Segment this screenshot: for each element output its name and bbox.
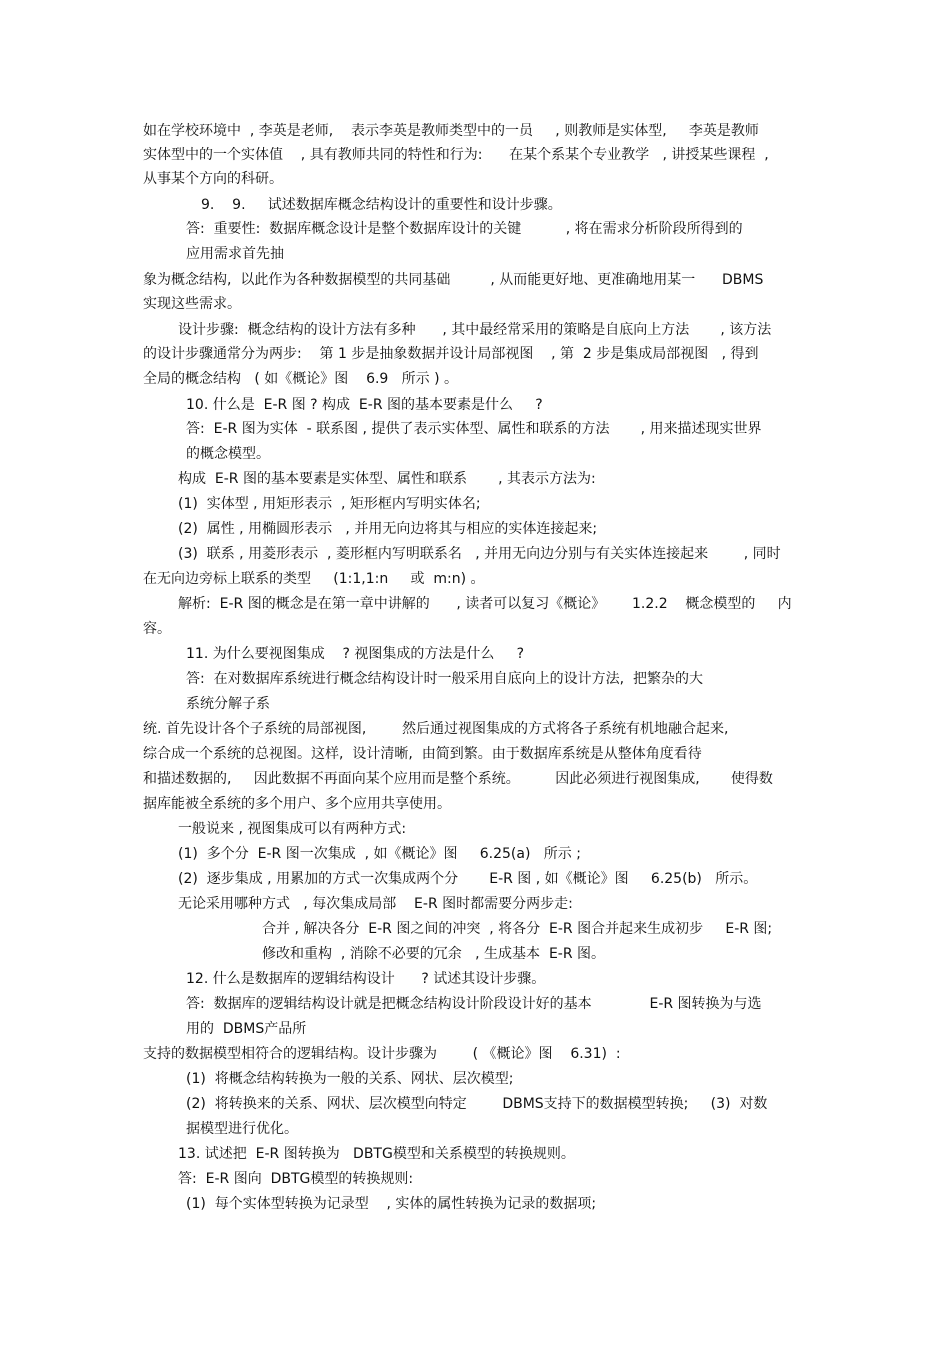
text-line: 支持的数据模型相符合的逻辑结构。设计步骤为 ( 《概论》图 6.31) :: [143, 1046, 621, 1062]
text-line: 据模型进行优化。: [186, 1121, 298, 1137]
question-11-heading: 11. 为什么要视图集成 ? 视图集成的方法是什么 ?: [186, 646, 525, 662]
text-line: 构成 E-R 图的基本要素是实体型、属性和联系 , 其表示方法为:: [178, 471, 596, 487]
text-line: 应用需求首先抽: [186, 246, 284, 262]
text-line: (2) 将转换来的关系、网状、层次模型向特定 DBMS支持下的数据模型转换; (3) 对数: [186, 1096, 768, 1112]
question-12-heading: 12. 什么是数据库的逻辑结构设计 ? 试述其设计步骤。: [186, 971, 546, 987]
text-line: 和描述数据的, 因此数据不再面向某个应用而是整个系统。 因此必须进行视图集成, 使得数: [143, 771, 773, 787]
text-line: (1) 实体型 , 用矩形表示 , 矩形框内写明实体名;: [178, 496, 481, 512]
text-line: (1) 每个实体型转换为记录型 , 实体的属性转换为记录的数据项;: [186, 1196, 597, 1212]
text-line: 解析: E-R 图的概念是在第一章中讲解的 , 读者可以复习《概论》 1.2.2 概念模型的 内: [178, 596, 792, 612]
text-line: 答: 在对数据库系统进行概念结构设计时一般采用自底向上的设计方法, 把繁杂的大: [186, 671, 703, 687]
text-line: (3) 联系 , 用菱形表示 , 菱形框内写明联系名 , 并用无向边分别与有关实体连接起来 , 同时: [178, 546, 781, 562]
text-line: 的设计步骤通常分为两步: 第 1 步是抽象数据并设计局部视图 , 第 2 步是集成局部视图 , 得到: [143, 346, 759, 362]
text-line: 无论采用哪种方式 , 每次集成局部 E-R 图时都需要分两步走:: [178, 896, 573, 912]
text-line: 在无向边旁标上联系的类型 (1:1,1:n 或 m:n) 。: [143, 571, 485, 587]
text-line: 设计步骤: 概念结构的设计方法有多种 , 其中最经常采用的策略是自底向上方法 , 该方法: [178, 322, 772, 338]
text-line: (2) 逐步集成 , 用累加的方式一次集成两个分 E-R 图 , 如《概论》图 6.25(b) 所示。: [178, 871, 758, 887]
text-line: (2) 属性 , 用椭圆形表示 , 并用无向边将其与相应的实体连接起来;: [178, 521, 598, 537]
text-line: 综合成一个系统的总视图。这样, 设计清晰, 由简到繁。由于数据库系统是从整体角度看待: [143, 746, 702, 762]
text-line: (1) 多个分 E-R 图一次集成 , 如《概论》图 6.25(a) 所示 ;: [178, 846, 581, 862]
text-line: 系统分解子系: [186, 696, 270, 712]
text-line: 全局的概念结构 ( 如《概论》图 6.9 所示 ) 。: [143, 371, 459, 387]
text-line: 答: 数据库的逻辑结构设计就是把概念结构设计阶段设计好的基本 E-R 图转换为与选: [186, 996, 762, 1012]
question-13-heading: 13. 试述把 E-R 图转换为 DBTG模型和关系模型的转换规则。: [178, 1146, 575, 1162]
text-line: 答: E-R 图为实体 - 联系图 , 提供了表示实体型、属性和联系的方法 , 用来描述现实世界: [186, 421, 762, 437]
text-line: 修改和重构 , 消除不必要的冗余 , 生成基本 E-R 图。: [262, 946, 606, 962]
text-line: 的概念模型。: [186, 446, 270, 462]
text-line: 从事某个方向的科研。: [143, 171, 283, 187]
text-line: 据库能被全系统的多个用户、多个应用共享使用。: [143, 796, 451, 812]
text-line: 实现这些需求。: [143, 296, 241, 312]
text-line: 用的 DBMS产品所: [186, 1021, 307, 1037]
text-line: (1) 将概念结构转换为一般的关系、网状、层次模型;: [186, 1071, 514, 1087]
text-line: 答: 重要性: 数据库概念设计是整个数据库设计的关键 , 将在需求分析阶段所得到的: [186, 221, 743, 237]
text-line: 一般说来 , 视图集成可以有两种方式:: [178, 821, 407, 837]
text-line: 容。: [143, 621, 171, 637]
text-line: 实体型中的一个实体值 , 具有教师共同的特性和行为: 在某个系某个专业教学 , 讲授某些课程 ,: [143, 147, 769, 163]
text-line: 统. 首先设计各个子系统的局部视图, 然后通过视图集成的方式将各子系统有机地融合起来,: [143, 721, 729, 737]
question-9-heading: 9. 9. 试述数据库概念结构设计的重要性和设计步骤。: [201, 197, 562, 213]
text-line: 合并 , 解决各分 E-R 图之间的冲突 , 将各分 E-R 图合并起来生成初步 E-R 图;: [262, 921, 773, 937]
question-10-heading: 10. 什么是 E-R 图 ? 构成 E-R 图的基本要素是什么 ?: [186, 397, 543, 413]
text-line: 如在学校环境中 , 李英是老师, 表示李英是教师类型中的一员 , 则教师是实体型, 李英是教师: [143, 123, 759, 139]
text-line: 象为概念结构, 以此作为各种数据模型的共同基础 , 从而能更好地、更准确地用某一 DBMS: [143, 272, 764, 288]
text-line: 答: E-R 图向 DBTG模型的转换规则:: [178, 1171, 414, 1187]
